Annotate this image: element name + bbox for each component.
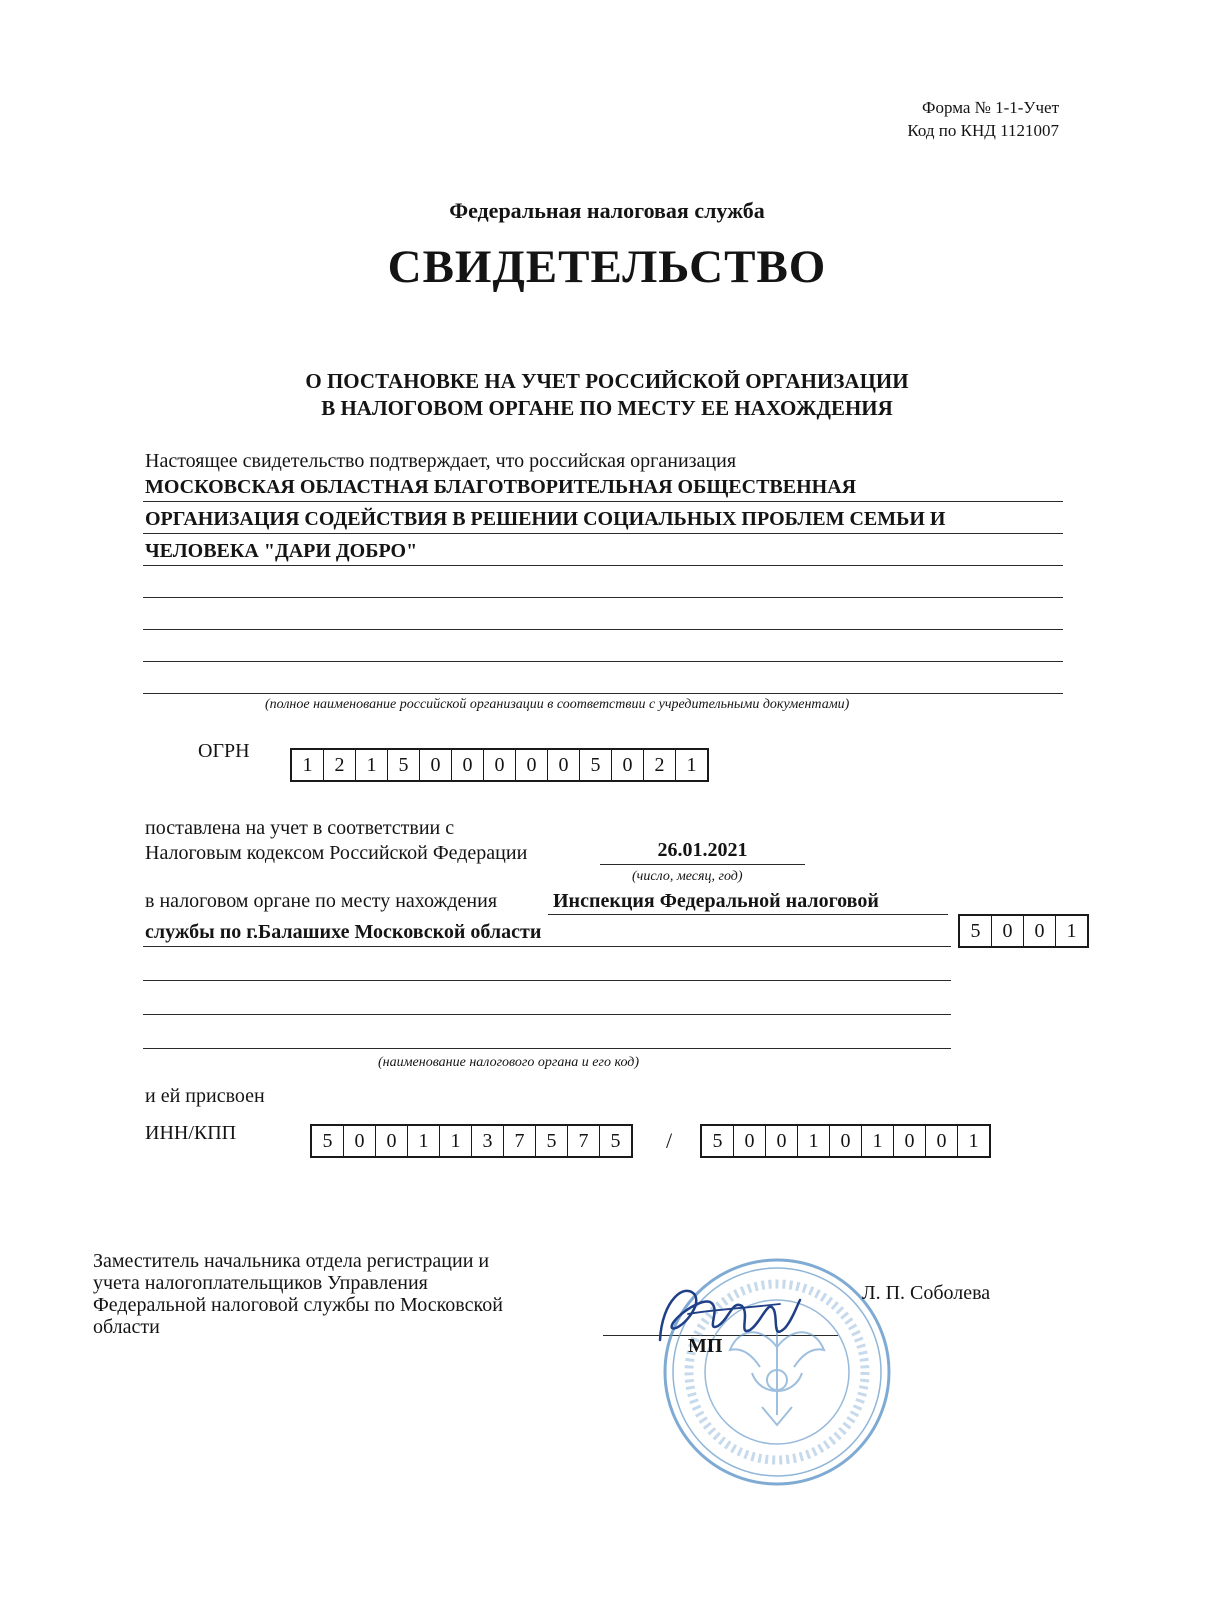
- ogrn-digit: 0: [484, 750, 516, 780]
- kpp-digit: 0: [734, 1126, 766, 1156]
- date-underline: [600, 864, 805, 865]
- org-underline-5: [143, 629, 1063, 630]
- org-underline-4: [143, 597, 1063, 598]
- subtitle-line-1: О ПОСТАНОВКЕ НА УЧЕТ РОССИЙСКОЙ ОРГАНИЗАЦИИ: [305, 369, 909, 393]
- kpp-digit: 0: [926, 1126, 958, 1156]
- tax-office-code-digit: 0: [992, 916, 1024, 946]
- kpp-digit: 0: [766, 1126, 798, 1156]
- subtitle-line-2: В НАЛОГОВОМ ОРГАНЕ ПО МЕСТУ ЕЕ НАХОЖДЕНИЯ: [321, 396, 893, 420]
- org-name-line-1: МОСКОВСКАЯ ОБЛАСТНАЯ БЛАГОТВОРИТЕЛЬНАЯ ОБЩЕСТВЕННАЯ: [145, 476, 857, 498]
- org-underline-6: [143, 661, 1063, 662]
- assigned-label: и ей присвоен: [145, 1085, 265, 1107]
- handwritten-signature: [650, 1270, 805, 1360]
- org-underline-2: [143, 533, 1063, 534]
- tax-office-line-1: Инспекция Федеральной налоговой: [553, 890, 879, 912]
- registration-line-3: в налоговом органе по месту нахождения: [145, 890, 498, 912]
- ogrn-digit: 0: [452, 750, 484, 780]
- document-title: СВИДЕТЕЛЬСТВО: [387, 241, 827, 293]
- position-line-3: Федеральной налоговой службы по Московской: [93, 1294, 503, 1316]
- tax-office-code-digit: 0: [1024, 916, 1056, 946]
- inn-digit: 7: [568, 1126, 600, 1156]
- registration-line-2: Налоговым кодексом Российской Федерации: [145, 842, 528, 864]
- tax-office-underline-4: [143, 1014, 951, 1015]
- ogrn-digit: 0: [516, 750, 548, 780]
- inn-boxes: [310, 1124, 633, 1158]
- signatory-position: [93, 1250, 503, 1338]
- registration-date: 26.01.2021: [657, 839, 748, 861]
- tax-office-underline-2: [143, 946, 951, 947]
- ogrn-digit: 5: [580, 750, 612, 780]
- tax-office-underline-5: [143, 1048, 951, 1049]
- ogrn-digit: 0: [420, 750, 452, 780]
- position-line-2: учета налогоплательщиков Управления: [93, 1272, 428, 1294]
- inn-digit: 7: [504, 1126, 536, 1156]
- inn-digit: 1: [440, 1126, 472, 1156]
- inn-digit: 0: [376, 1126, 408, 1156]
- inn-kpp-label: ИНН/КПП: [145, 1122, 237, 1144]
- tax-office-caption: (наименование налогового органа и его код): [378, 1055, 640, 1070]
- inn-digit: 5: [610, 1129, 621, 1152]
- agency-name: Федеральная налоговая служба: [449, 198, 765, 223]
- kpp-digit: 0: [830, 1126, 862, 1156]
- ogrn-digit: 2: [644, 750, 676, 780]
- tax-office-underline-1: [548, 914, 948, 915]
- document-subtitle: [0, 368, 1214, 422]
- ogrn-digit: 5: [388, 750, 420, 780]
- ogrn-digit: 0: [612, 750, 644, 780]
- kpp-digit: 1: [798, 1126, 830, 1156]
- tax-office-code-digit: 5: [960, 916, 992, 946]
- ogrn-label: ОГРН: [198, 740, 250, 762]
- seal-mark: МП: [688, 1335, 723, 1357]
- org-underline-3: [143, 565, 1063, 566]
- org-name-line-2: ОРГАНИЗАЦИЯ СОДЕЙСТВИЯ В РЕШЕНИИ СОЦИАЛЬНЫХ ПРОБЛЕМ СЕМЬИ И: [145, 508, 946, 530]
- inn-digit: 5: [536, 1126, 568, 1156]
- inn-kpp-separator: /: [666, 1128, 673, 1153]
- inn-digit: 3: [472, 1126, 504, 1156]
- signatory-name: Л. П. Соболева: [862, 1282, 991, 1304]
- tax-office-code-digit: 1: [1066, 919, 1077, 942]
- kpp-digit: 1: [968, 1129, 979, 1152]
- knd-code: Код по КНД 1121007: [907, 121, 1059, 140]
- ogrn-digit: 1: [356, 750, 388, 780]
- tax-office-underline-3: [143, 980, 951, 981]
- ogrn-digit: 0: [548, 750, 580, 780]
- registration-line-1: поставлена на учет в соответствии с: [145, 817, 455, 839]
- kpp-boxes: [700, 1124, 991, 1158]
- position-line-4: области: [93, 1316, 160, 1338]
- position-line-1: Заместитель начальника отдела регистрации и: [93, 1250, 490, 1272]
- ogrn-digit: 2: [324, 750, 356, 780]
- ogrn-number-boxes: [290, 748, 709, 782]
- form-number-block: [907, 96, 1059, 142]
- org-name-caption: (полное наименование российской организации в соответствии с учредительными документами): [265, 697, 850, 712]
- ogrn-digit: 1: [686, 753, 697, 776]
- org-name-line-3: ЧЕЛОВЕКА "ДАРИ ДОБРО": [145, 540, 418, 562]
- kpp-digit: 1: [862, 1126, 894, 1156]
- kpp-digit: 0: [894, 1126, 926, 1156]
- kpp-digit: 5: [702, 1126, 734, 1156]
- tax-office-code-boxes: [958, 914, 1089, 948]
- inn-digit: 5: [312, 1126, 344, 1156]
- org-underline-1: [143, 501, 1063, 502]
- date-caption: (число, месяц, год): [632, 869, 743, 884]
- ogrn-digit: 1: [292, 750, 324, 780]
- tax-office-line-2: службы по г.Балашихе Московской области: [145, 921, 542, 943]
- form-number: Форма № 1-1-Учет: [922, 98, 1059, 117]
- inn-digit: 1: [408, 1126, 440, 1156]
- inn-digit: 0: [344, 1126, 376, 1156]
- intro-text: Настоящее свидетельство подтверждает, что российская организация: [145, 450, 737, 472]
- org-underline-7: [143, 693, 1063, 694]
